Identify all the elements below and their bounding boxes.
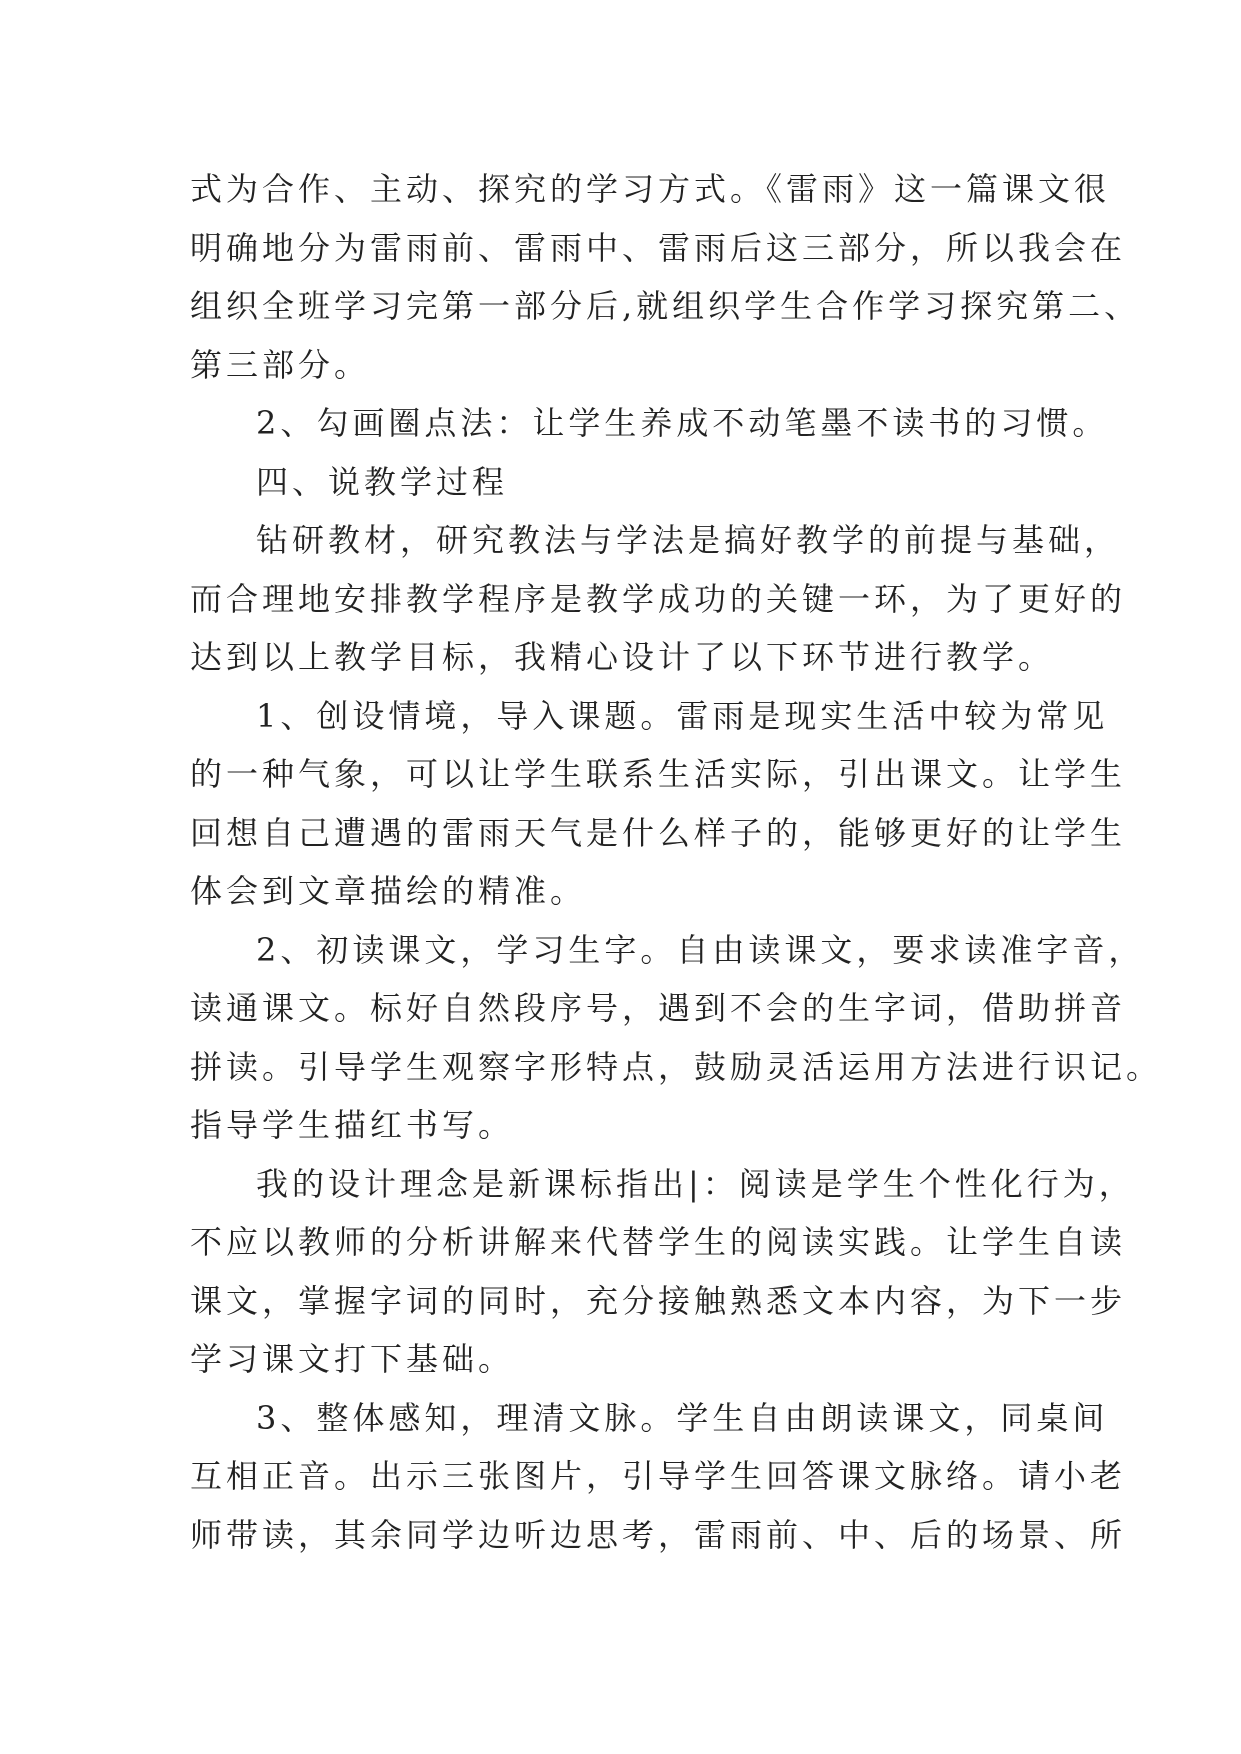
text-line-24: 师带读，其余同学边听边思考，雷雨前、中、后的场景、所 [190, 1515, 1127, 1554]
text-line-3: 组织全班学习完第一部分后,就组织学生合作学习探究第二、 [190, 287, 1141, 325]
text-line-11: 的一种气象，可以让学生联系生活实际，引出课文。让学生 [190, 755, 1127, 793]
document-body [190, 160, 1163, 1564]
section-heading: 四、说教学过程 [256, 462, 509, 501]
text-line-21: 学习课文打下基础。 [190, 1340, 515, 1378]
text-line-9: 达到以上教学目标，我精心设计了以下环节进行教学。 [190, 638, 1055, 676]
text-line-8: 而合理地安排教学程序是教学成功的关键一环，为了更好的 [190, 579, 1127, 618]
text-line-19: 不应以教师的分析讲解来代替学生的阅读实践。让学生自读 [190, 1223, 1127, 1261]
text-line-17: 指导学生描红书写。 [190, 1106, 515, 1144]
text-line-23: 互相正音。出示三张图片，引导学生回答课文脉络。请小老 [190, 1457, 1127, 1495]
text-line-1: 式为合作、主动、探究的学习方式。《雷雨》这一篇课文很 [190, 170, 1111, 208]
text-line-22: 3、整体感知，理清文脉。学生自由朗读课文，同桌间 [256, 1398, 1109, 1437]
text-line-2: 明确地分为雷雨前、雷雨中、雷雨后这三部分，所以我会在 [190, 228, 1127, 267]
text-line-20: 课文，掌握字词的同时，充分接触熟悉文本内容，为下一步 [190, 1281, 1127, 1320]
text-line-15: 读通课文。标好自然段序号，遇到不会的生字词，借助拼音 [190, 989, 1127, 1027]
text-line-16: 拼读。引导学生观察字形特点，鼓励灵活运用方法进行识记。 [190, 1047, 1163, 1086]
text-line-4: 第三部分。 [190, 345, 371, 384]
text-line-18: 我的设计理念是新课标指出|：阅读是学生个性化行为， [256, 1164, 1135, 1203]
text-line-14: 2、初读课文，学习生字。自由读课文，要求读准字音， [256, 930, 1145, 969]
text-line-5: 2、勾画圈点法：让学生养成不动笔墨不读书的习惯。 [256, 404, 1109, 442]
text-line-7: 钻研教材，研究教法与学法是搞好教学的前提与基础， [256, 521, 1121, 559]
text-line-10: 1、创设情境，导入课题。雷雨是现实生活中较为常见 [256, 696, 1109, 735]
text-line-13: 体会到文章描绘的精准。 [190, 872, 587, 910]
text-line-12: 回想自己遭遇的雷雨天气是什么样子的，能够更好的让学生 [190, 813, 1127, 852]
